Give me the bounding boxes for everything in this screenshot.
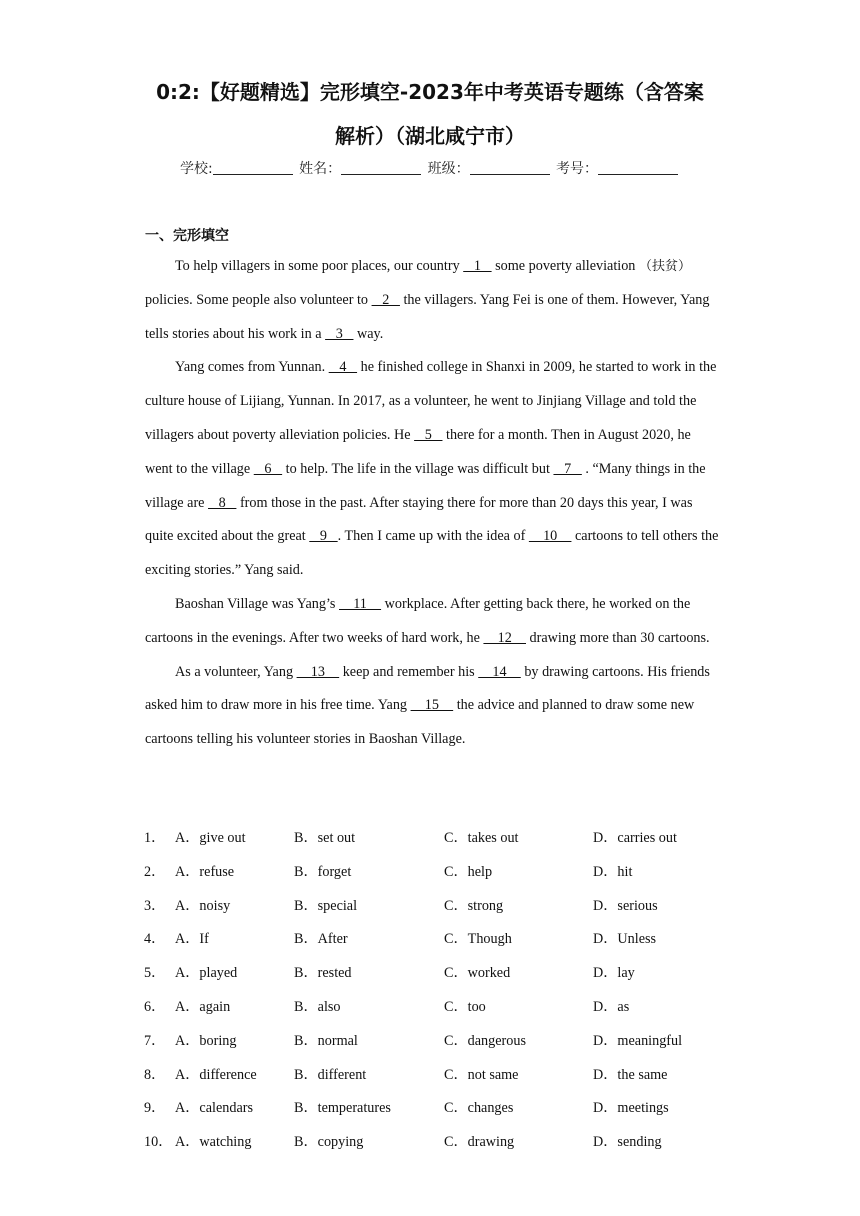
- student-info-line: [0, 158, 860, 178]
- option-a: A．noisy: [175, 897, 231, 914]
- text: from those in the past. After staying there for more than 20 days this year, I was quite excited about the great: [145, 494, 693, 545]
- question-number: 8．: [144, 1066, 166, 1083]
- blank-1: 1: [463, 258, 492, 274]
- text: the advice and planned to draw some new cartoons telling his volunteer stories in Baoshan Village.: [145, 697, 695, 748]
- school-field: [213, 160, 293, 175]
- option-c: C．strong: [444, 897, 504, 914]
- paragraph-1: [145, 250, 720, 351]
- option-row: [144, 925, 764, 959]
- option-c: C．drawing: [444, 1134, 515, 1151]
- option-row: [144, 892, 764, 926]
- chinese-gloss: （扶贫）: [638, 259, 691, 274]
- blank-8: 8: [208, 494, 237, 511]
- option-b: B．normal: [294, 1032, 358, 1049]
- option-row: [144, 858, 764, 892]
- option-a: A．watching: [175, 1134, 252, 1151]
- option-b: B．rested: [294, 965, 352, 982]
- option-d: D．lay: [593, 965, 635, 982]
- paragraph-4: [145, 656, 720, 757]
- question-number: 9．: [144, 1100, 166, 1117]
- option-b: B．temperatures: [294, 1100, 391, 1117]
- document-title-line1: 0:2:【好题精选】完形填空-2023年中考英语专题练（含答案: [156, 80, 704, 104]
- blank-7: 7: [553, 460, 582, 477]
- class-field: [470, 160, 550, 175]
- option-row: [144, 824, 764, 858]
- option-b: B．set out: [294, 830, 356, 846]
- name-field: [341, 160, 421, 175]
- option-row: [144, 959, 764, 993]
- option-row: [144, 1094, 764, 1128]
- option-row: [144, 1061, 764, 1095]
- text: Baoshan Village was Yang’s: [175, 595, 340, 612]
- exam-number-label: 考号：: [556, 161, 599, 177]
- text: drawing more than 30 cartoons.: [526, 629, 710, 646]
- option-c: C．Though: [444, 931, 512, 948]
- text: . Then I came up with the idea of: [337, 528, 529, 545]
- option-row: [144, 1128, 764, 1162]
- option-a: A．give out: [175, 830, 246, 846]
- option-a: A．played: [175, 965, 238, 982]
- option-d: D．meetings: [593, 1100, 669, 1117]
- blank-13: 13: [296, 663, 340, 680]
- option-c: C．worked: [444, 965, 511, 982]
- blank-11: 11: [339, 595, 382, 612]
- text: cartoons to tell others the exciting stories.” Yang said.: [145, 528, 719, 579]
- name-label: 姓名：: [299, 161, 342, 177]
- text: he finished college in Shanxi in 2009, he started to work in the culture house of Lijiang, Yunnan. In 2017, as a volunteer, he went to Jinjiang Village and told the villagers about poverty alleviation policies. He: [145, 359, 717, 443]
- option-d: D．carries out: [593, 830, 677, 846]
- question-number: 1．: [144, 830, 166, 846]
- text: by drawing cartoons. His friends asked him to draw more in his free time. Yang: [145, 663, 710, 714]
- text: way.: [353, 325, 384, 342]
- cloze-passage: [145, 250, 720, 757]
- text: policies. Some people also volunteer to: [145, 291, 372, 308]
- question-number: 2．: [144, 863, 166, 880]
- option-c: C．takes out: [444, 830, 519, 846]
- text: Yang comes from Yunnan.: [175, 359, 329, 376]
- text: the villagers. Yang Fei is one of them. However, Yang tells stories about his work in a: [145, 291, 710, 342]
- option-a: A．If: [175, 931, 209, 948]
- question-number: 7．: [144, 1032, 166, 1049]
- option-a: A．boring: [175, 1032, 237, 1049]
- blank-10: 10: [528, 528, 572, 545]
- school-label: 学校:: [179, 161, 213, 177]
- blank-9: 9: [309, 528, 338, 545]
- option-b: B．forget: [294, 863, 352, 880]
- text: to help. The life in the village was difficult but: [282, 460, 554, 477]
- option-d: D．hit: [593, 863, 633, 880]
- blank-6: 6: [253, 460, 283, 477]
- option-a: A．refuse: [175, 863, 235, 880]
- text: To help villagers in some poor places, our country: [175, 258, 464, 274]
- text: workplace. After getting back there, he worked on the cartoons in the evenings. After two weeks of hard work, he: [145, 595, 691, 646]
- text: As a volunteer, Yang: [175, 663, 297, 680]
- option-b: B．copying: [294, 1134, 364, 1151]
- option-d: D．serious: [593, 897, 658, 914]
- option-d: D．meaningful: [593, 1032, 683, 1049]
- blank-12: 12: [483, 629, 526, 646]
- blank-2: 2: [371, 291, 400, 308]
- question-number: 5．: [144, 965, 166, 982]
- text: . “Many things in the village are: [145, 460, 706, 511]
- blank-3: 3: [325, 325, 354, 342]
- option-row: [144, 1027, 764, 1061]
- text: some poverty alleviation: [491, 258, 639, 274]
- option-b: B．different: [294, 1066, 367, 1083]
- option-b: B．special: [294, 897, 358, 914]
- option-b: B．After: [294, 931, 348, 948]
- option-a: A．again: [175, 998, 231, 1015]
- section-title: 一、完形填空: [145, 228, 229, 244]
- blank-15: 15: [410, 697, 454, 714]
- option-a: A．calendars: [175, 1100, 253, 1117]
- option-d: D．sending: [593, 1134, 662, 1151]
- option-c: C．too: [444, 998, 486, 1015]
- option-c: C．changes: [444, 1100, 514, 1117]
- blank-4: 4: [328, 359, 358, 376]
- paragraph-2: [145, 351, 720, 588]
- document-title-line2: 解析）（湖北咸宁市）: [335, 124, 525, 148]
- paragraph-3: [145, 588, 720, 656]
- option-c: C．help: [444, 863, 493, 880]
- option-c: C．not same: [444, 1066, 519, 1083]
- question-number: 3．: [144, 897, 166, 914]
- option-c: C．dangerous: [444, 1032, 526, 1049]
- exam-number-field: [598, 160, 678, 175]
- blank-14: 14: [478, 663, 521, 680]
- option-b: B．also: [294, 998, 341, 1015]
- class-label: 班级：: [427, 161, 470, 177]
- question-number: 6．: [144, 998, 166, 1015]
- blank-5: 5: [414, 426, 443, 443]
- question-number: 4．: [144, 931, 166, 948]
- option-d: D．the same: [593, 1066, 668, 1083]
- option-row: [144, 993, 764, 1027]
- answer-options: [144, 824, 764, 1162]
- question-number: 10．: [144, 1134, 173, 1151]
- text: keep and remember his: [339, 663, 479, 680]
- text: there for a month. Then in August 2020, he went to the village: [145, 426, 691, 477]
- option-d: D．Unless: [593, 931, 657, 948]
- option-a: A．difference: [175, 1066, 257, 1083]
- option-d: D．as: [593, 998, 630, 1015]
